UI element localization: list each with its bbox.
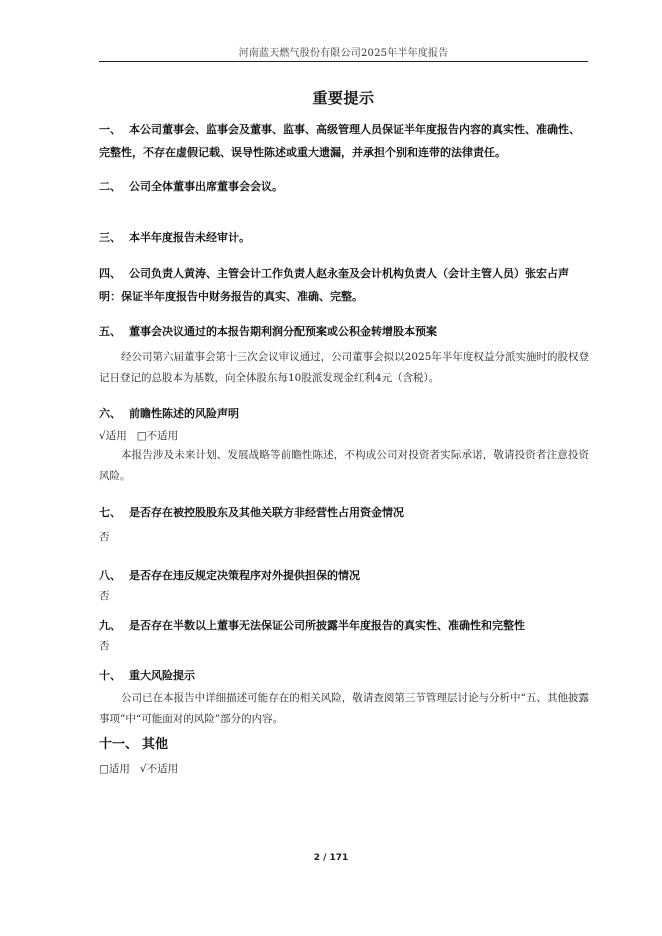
section-6-number: 六、 <box>99 407 121 420</box>
section-11-option-not-applicable: √不适用 <box>139 763 179 775</box>
section-5 <box>99 320 589 343</box>
section-10-number: 十、 <box>99 669 121 682</box>
header-divider <box>99 61 588 62</box>
section-3-text: 本半年度报告未经审计。 <box>129 231 250 244</box>
section-9-number: 九、 <box>99 619 121 632</box>
page-header: 河南蓝天燃气股份有限公司2025年半年度报告 <box>238 48 449 59</box>
section-11-text: 其他 <box>142 737 169 752</box>
section-3 <box>99 226 589 249</box>
section-5-number: 五、 <box>99 325 121 338</box>
section-8-text: 是否存在违反规定决策程序对外提供担保的情况 <box>129 569 360 582</box>
section-5-body: 经公司第六届董事会第十三次会议审议通过，公司董事会拟以2025年半年度权益分派实施时的股权登记日登记的总股本为基数，向全体股东每10股派发现金红利4元（含税）。 <box>99 351 589 384</box>
section-8-number: 八、 <box>99 569 121 582</box>
section-1 <box>99 118 589 164</box>
section-10-text: 重大风险提示 <box>129 669 195 682</box>
page-title: 重要提示 <box>312 89 375 107</box>
section-8 <box>99 564 589 587</box>
section-2-number: 二、 <box>99 180 121 193</box>
section-7 <box>99 501 589 524</box>
section-6-text: 前瞻性陈述的风险声明 <box>129 407 239 420</box>
section-6-options <box>99 426 589 446</box>
section-11-option-applicable: □适用 <box>99 763 130 775</box>
section-11 <box>99 734 589 756</box>
section-7-answer: 否 <box>99 531 110 543</box>
section-9-answer: 否 <box>99 640 110 652</box>
section-6-option-not-applicable: □不适用 <box>136 430 179 442</box>
section-9-text: 是否存在半数以上董事无法保证公司所披露半年度报告的真实性、准确性和完整性 <box>129 619 525 632</box>
section-1-number: 一、 <box>99 123 121 136</box>
section-7-text: 是否存在被控股股东及其他关联方非经营性占用资金情况 <box>129 506 404 519</box>
section-2-text: 公司全体董事出席董事会会议。 <box>129 180 283 193</box>
section-7-number: 七、 <box>99 506 121 519</box>
section-1-text: 本公司董事会、监事会及董事、监事、高级管理人员保证半年度报告内容的真实性、准确性、完整性，不存在虚假记载、误导性陈述或重大遗漏，并承担个别和连带的法律责任。 <box>99 123 580 159</box>
section-5-text: 董事会决议通过的本报告期利润分配预案或公积金转增股本预案 <box>129 325 437 338</box>
section-10-body: 公司已在本报告中详细描述可能存在的相关风险，敬请查阅第三节管理层讨论与分析中“五、其他披露事项”中“可能面对的风险”部分的内容。 <box>99 692 589 725</box>
section-6 <box>99 402 589 425</box>
section-3-number: 三、 <box>99 231 121 244</box>
section-8-answer: 否 <box>99 590 110 602</box>
section-9 <box>99 614 589 637</box>
section-10 <box>99 664 589 687</box>
section-4-text: 公司负责人黄涛、主管会计工作负责人赵永奎及会计机构负责人（会计主管人员）张宏占声明：保证半年度报告中财务报告的真实、准确、完整。 <box>99 267 569 303</box>
section-6-option-applicable: √适用 <box>99 430 127 442</box>
page-number: 2 / 171 <box>313 853 349 863</box>
section-11-options <box>99 759 589 779</box>
section-4 <box>99 262 589 308</box>
section-6-body: 本报告涉及未来计划、发展战略等前瞻性陈述，不构成公司对投资者实际承诺，敬请投资者注意投资风险。 <box>99 449 589 482</box>
section-11-number: 十一、 <box>99 737 139 752</box>
section-4-number: 四、 <box>99 267 121 280</box>
section-2 <box>99 175 589 198</box>
